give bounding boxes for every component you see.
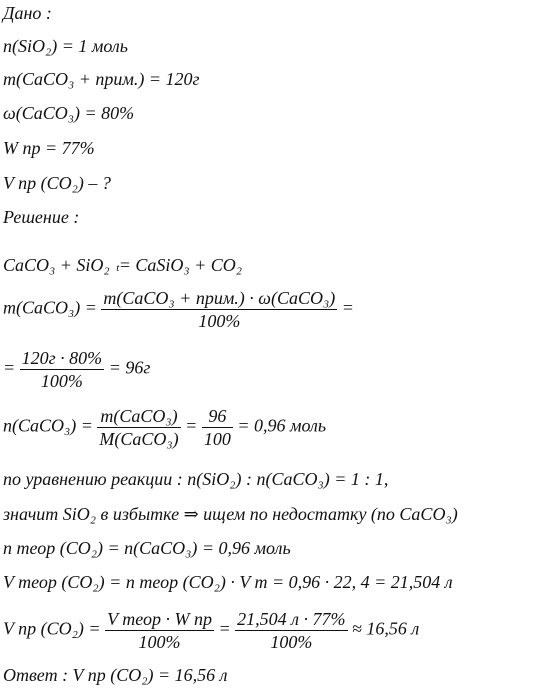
v-pr-formula [3, 608, 419, 653]
temperature-mark: t [116, 262, 120, 274]
m-caco3-denominator: 100% [101, 309, 337, 332]
n-teor-line: n теор (CO₂) = n(CaCO₃) = 0,96 моль [3, 538, 291, 558]
v-pr-numerator-2: 21,504 л · 77% [237, 609, 346, 629]
solution-header: Решение : [3, 207, 80, 227]
v-pr-denominator-2: 100% [235, 630, 347, 653]
excess-line: значит SiO₂ в избытке ⇒ ищем по недостатку (по CaCO₃) [3, 504, 458, 524]
v-pr-result: ≈ 16,56 л [352, 618, 420, 639]
n-frac1-numerator: m(CaCO₃) [100, 406, 178, 426]
m-caco3-formula [3, 287, 354, 332]
v-teor-line: V теор (CO₂) = n теор (CO₂) · V m = 0,96 · 22, 4 = 21,504 л [3, 572, 453, 592]
calc-result: = 96г [108, 357, 151, 378]
given-header: Дано : [3, 3, 52, 23]
calc-fraction [20, 347, 105, 392]
v-pr-left: V пр (CO₂) = [3, 618, 101, 639]
given-n-sio2: n(SiO₂) = 1 моль [3, 36, 128, 56]
n-caco3-fraction-2 [202, 405, 233, 450]
v-pr-numerator: V теор · W пр [107, 609, 212, 629]
m-caco3-calc [3, 347, 150, 392]
given-w-pr: W пр = 77% [3, 138, 95, 158]
m-caco3-left: m(CaCO₃) = [3, 297, 97, 318]
m-caco3-fraction [101, 287, 337, 332]
v-pr-fraction-1 [105, 608, 214, 653]
calc-prefix: = [3, 357, 16, 378]
calc-numerator: 120г · 80% [21, 348, 103, 368]
n-caco3-left: n(CaCO₃) = [3, 415, 93, 436]
answer-line: Ответ : V пр (CO₂) = 16,56 л [3, 665, 228, 685]
calc-denominator: 100% [20, 369, 105, 392]
ratio-line: по уравнению реакции : n(SiO₂) : n(CaCO₃) = 1 : 1, [3, 469, 389, 489]
n-frac2-numerator: 96 [208, 406, 227, 426]
given-omega: ω(CaCO₃) = 80% [3, 103, 135, 123]
n-caco3-equals: = [185, 415, 198, 436]
m-caco3-tail: = [341, 297, 354, 318]
m-caco3-numerator: m(CaCO₃ + прим.) · ω(CaCO₃) [103, 288, 336, 308]
n-caco3-result: = 0,96 моль [237, 415, 327, 436]
v-pr-fraction-2 [235, 608, 347, 653]
find-v-pr: V пр (CO₂) – ? [3, 173, 111, 193]
n-caco3-formula [3, 405, 326, 450]
n-frac2-denominator: 100 [203, 429, 231, 449]
reaction-left: CaCO₃ + SiO₂ [3, 255, 110, 275]
given-m-mixture: m(CaCO₃ + прим.) = 120г [3, 69, 200, 89]
v-pr-denominator: 100% [105, 630, 214, 653]
reaction-right: = CaSiO₃ + CO₂ [118, 255, 243, 275]
n-frac1-denominator: M(CaCO₃) [99, 429, 179, 449]
n-caco3-fraction-1 [97, 405, 180, 450]
v-pr-equals: = [218, 618, 231, 639]
reaction-equation [3, 254, 242, 276]
